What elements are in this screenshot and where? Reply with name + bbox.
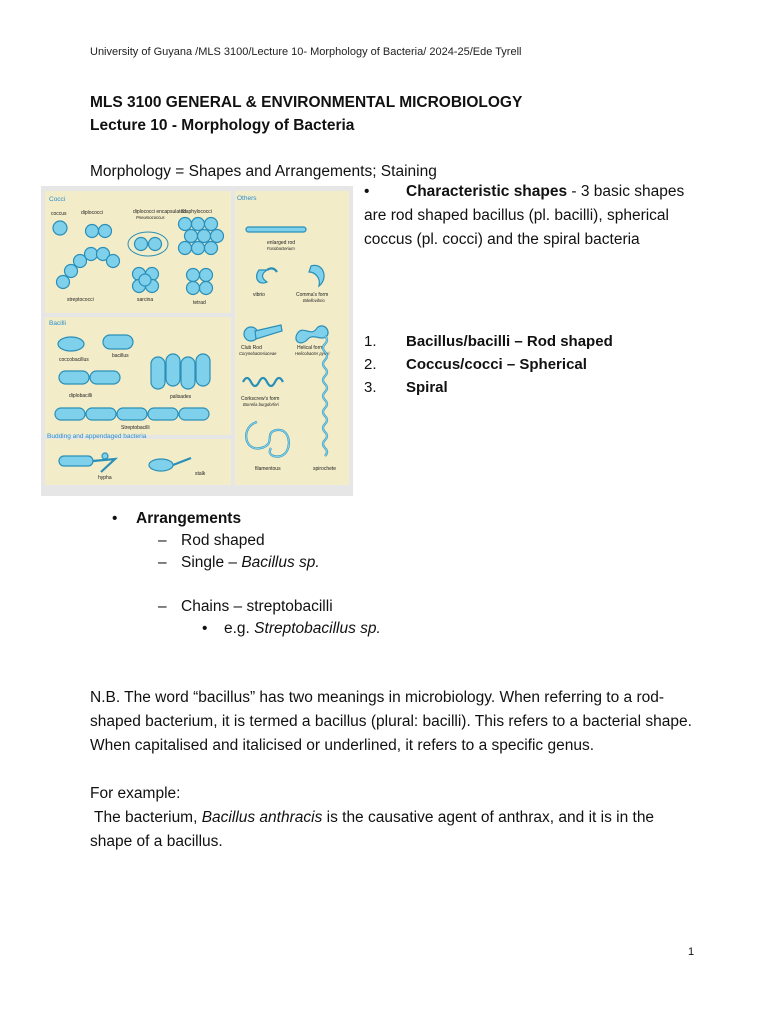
label-coccobacillus: coccobacillus (59, 357, 89, 363)
morphology-line: Morphology = Shapes and Arrangements; Staining (90, 163, 437, 180)
label-borrelia: Borrelia burgdorferi (243, 402, 279, 407)
label-sarcina: sarcina (137, 297, 154, 303)
note-section (90, 686, 700, 854)
label-staphylococci: Staphylococci (181, 209, 212, 215)
streptobacilli-chain (55, 408, 209, 420)
label-pneumococcus: Pneumococcus (136, 215, 165, 220)
bullet: • (112, 510, 118, 527)
label-spirochete: spirochete (313, 466, 337, 472)
label-commas-form: Comma's form (296, 292, 329, 298)
bacteria-morphology-figure (41, 186, 353, 496)
arrangements-heading: Arrangements (136, 510, 242, 527)
label-enlarged-rod: enlarged rod (267, 240, 296, 246)
shapes-list (364, 333, 613, 402)
characteristic-shapes-heading: Characteristic shapes (406, 183, 568, 200)
label-palisades: palisades (170, 394, 192, 400)
stalked-cell (149, 459, 173, 471)
label-filamentous: filamentous (255, 466, 281, 472)
label-club-rod: Club Rod (241, 345, 262, 351)
staphylococci-cluster (179, 218, 224, 255)
enlarged-rod-cell (246, 227, 306, 232)
label-bacillus: bacillus (112, 353, 129, 359)
list-item: – Chains – streptobacilli (158, 598, 333, 615)
genus-bacillus: Bacillus sp. (241, 554, 320, 571)
list-item: • e.g. Streptobacillus sp. (202, 620, 381, 637)
morphology-diagram-svg (41, 186, 353, 496)
list-item: 2. Coccus/cocci – Spherical (364, 356, 587, 373)
example-label: For example: (90, 785, 181, 802)
label-bdellovibrio: Bdellovibrio (303, 298, 325, 303)
characteristic-shapes-paragraph (364, 180, 709, 252)
section-others: Others (237, 195, 257, 202)
label-tetrad: tetrad (193, 300, 206, 306)
label-fusobacterium: Fusobacterium (267, 246, 295, 251)
arrangements-heading-row (112, 510, 381, 532)
section-budding: Budding and appendaged bacteria (47, 433, 147, 440)
pneumococcus-cell (135, 238, 148, 251)
label-streptobacilli: Streptobacilli (121, 425, 150, 431)
label-streptococci: streptococci (67, 297, 94, 303)
list-item: – Rod shaped (158, 532, 265, 549)
label-diplococci-encapsulated: diplococci encapsulated (133, 209, 187, 215)
hyphal-cell (59, 456, 93, 466)
page-number: 1 (688, 946, 695, 958)
lecture-title: Lecture 10 - Morphology of Bacteria (90, 117, 355, 134)
label-diplobacilli: diplobacilli (69, 393, 93, 399)
label-hypha: hypha (98, 475, 112, 481)
diplococci-cell (99, 225, 112, 238)
section-bacilli: Bacilli (49, 320, 66, 327)
label-coccus: coccus (51, 211, 67, 217)
bacillus-cell (103, 335, 133, 349)
example-sentence: The bacterium, Bacillus anthracis is the causative agent of anthrax, and it is in the shape of a bacillus. (90, 809, 655, 850)
coccus-cell (53, 221, 67, 235)
label-diplococci: diplococci (81, 210, 103, 216)
characteristic-shapes-text: - 3 basic shapes are rod shaped bacillus (pl. bacilli), spherical coccus (pl. cocci) and the spiral bacteria (364, 183, 685, 248)
label-vibrio: vibrio (253, 292, 265, 298)
diplococci-cell (86, 225, 99, 238)
label-corynebacteriaceae: Corynebacteriaceae (239, 351, 277, 356)
label-corkscrew: Corkscrew's form (241, 396, 280, 402)
bullet: • (364, 183, 370, 200)
sarcina-cluster (133, 268, 159, 293)
label-stalk: stalk (195, 471, 206, 477)
coccobacillus-cell (58, 337, 84, 351)
section-cocci: Cocci (49, 196, 66, 203)
genus-streptobacillus: Streptobacillus sp. (254, 620, 381, 637)
pneumococcus-cell (149, 238, 162, 251)
label-helicobacter: Helicobacter pylori (295, 351, 330, 356)
page-header: University of Guyana /MLS 3100/Lecture 10- Morphology of Bacteria/ 2024-25/Ede Tyrell (90, 46, 522, 58)
list-item: – Single – Bacillus sp. (158, 554, 320, 571)
note-paragraph: N.B. The word “bacillus” has two meanings in microbiology. When referring to a rod- shaped bacterium, it is termed a bacillus (plural: bacilli). This refers to a bacterial shape. When capitalised and italicised or underlined, it refers to a specific genus. (90, 689, 692, 754)
list-item: 3. Spiral (364, 379, 448, 396)
arrangements-section (112, 510, 381, 642)
label-helical-form: Helical form (297, 345, 324, 351)
list-item: 1. Bacillus/bacilli – Rod shaped (364, 333, 613, 350)
genus-bacillus-anthracis: Bacillus anthracis (201, 809, 323, 826)
course-title: MLS 3100 GENERAL & ENVIRONMENTAL MICROBIOLOGY (90, 94, 523, 111)
